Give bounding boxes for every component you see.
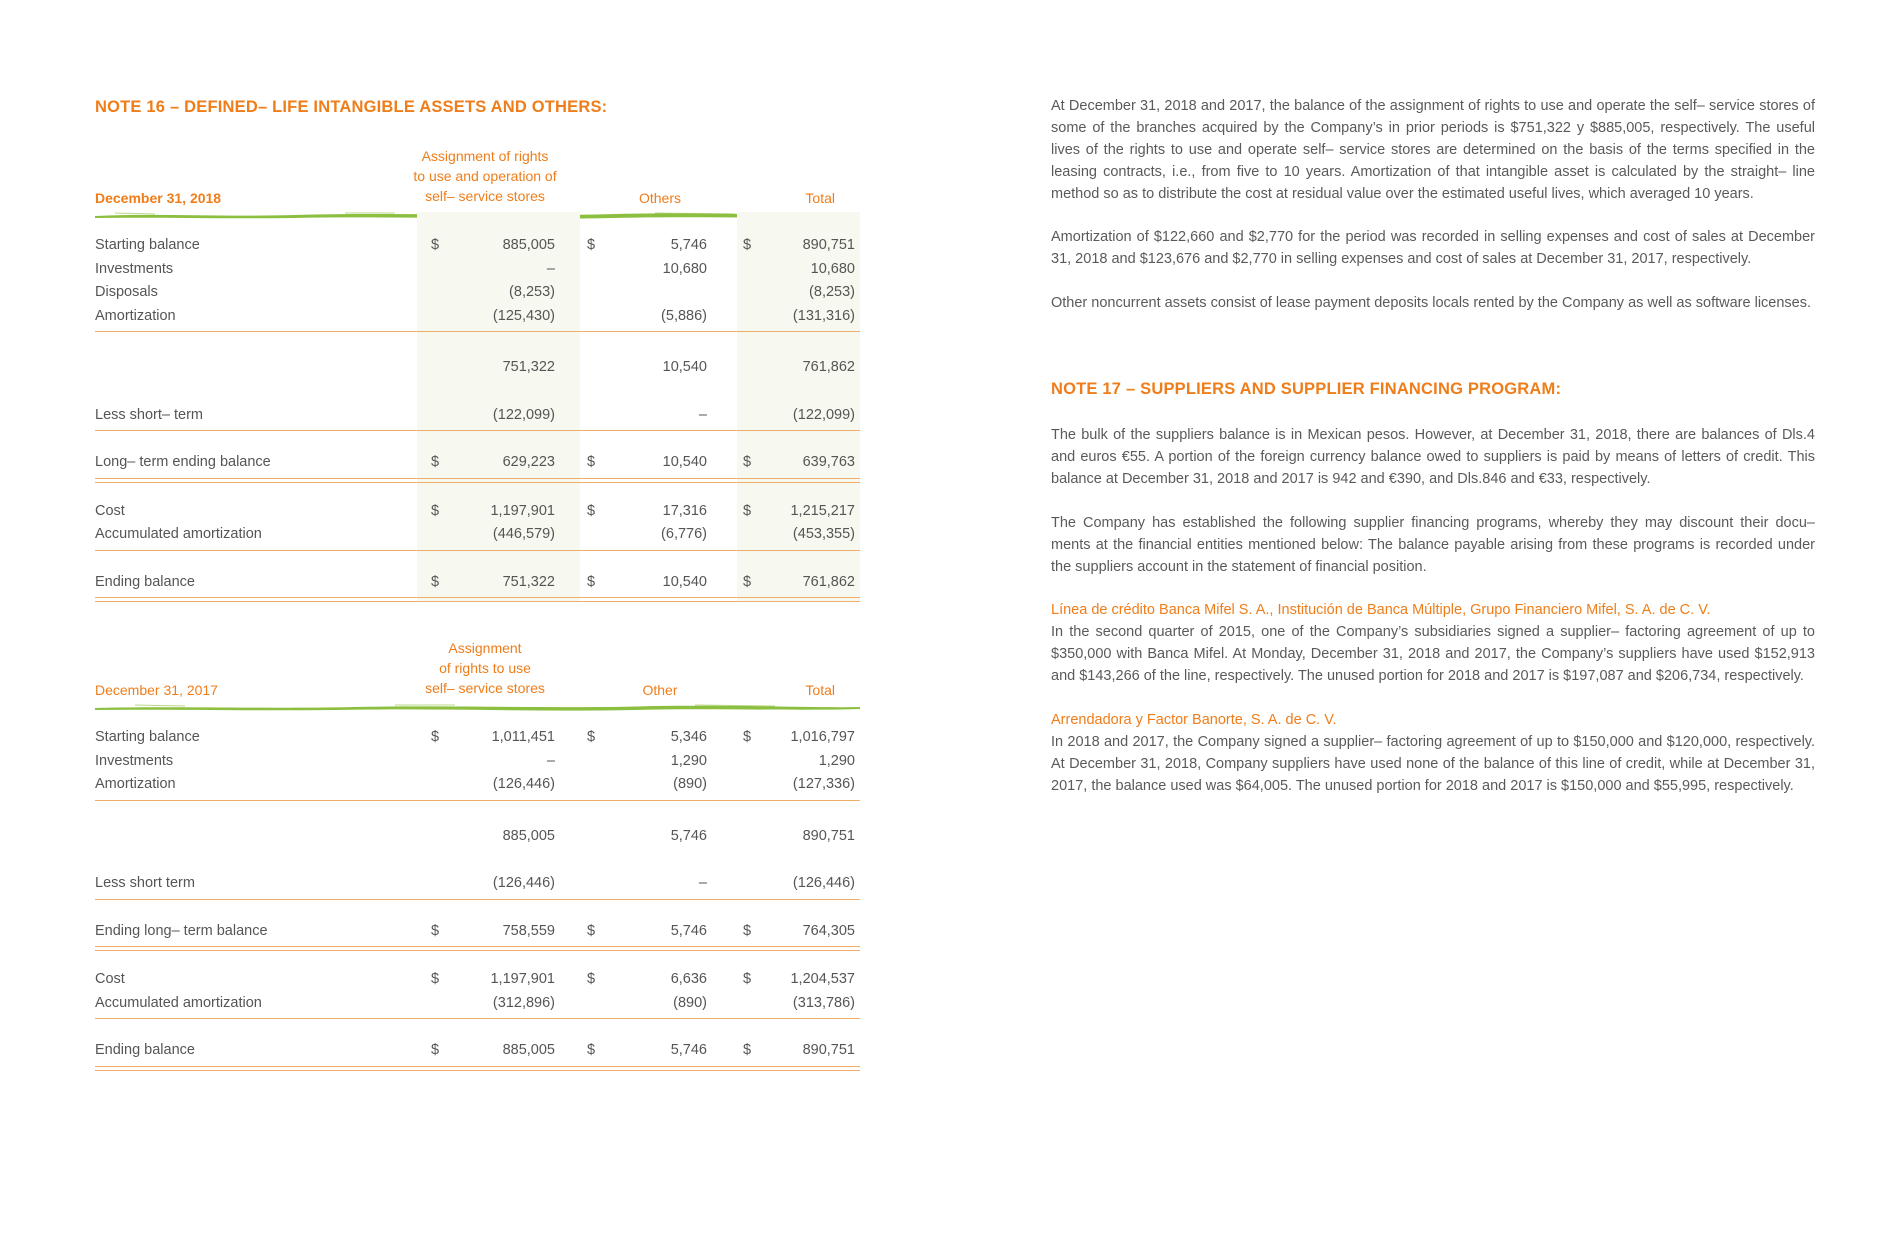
cell-other: – — [698, 875, 707, 891]
cell-assignment: (126,446) — [492, 776, 555, 792]
cell-assignment: 1,197,901 — [490, 971, 555, 987]
cell-total: 764,305 — [802, 922, 855, 939]
cell-others: 10,540 — [662, 359, 707, 375]
dollar-sign: $ — [587, 971, 596, 987]
row-label: Less short– term — [95, 406, 203, 423]
dollar-sign: $ — [743, 237, 752, 253]
cell-total: 639,763 — [802, 454, 855, 470]
cell-others: (5,886) — [661, 307, 707, 324]
dollar-sign: $ — [743, 502, 752, 519]
dollar-sign: $ — [431, 922, 440, 939]
row-label: Disposals — [95, 284, 158, 300]
cell-other: 5,346 — [670, 729, 707, 745]
dollar-sign: $ — [587, 729, 596, 745]
paragraph: The Company has established the following supplier financing programs, whereby they may discount their docu– ments at the financial entities mentioned below: The balance payable arising from these programs is recorded under the suppliers account in the statement of financial position. — [1051, 515, 1815, 575]
table-row — [95, 451, 860, 475]
cell-assignment: 758,559 — [502, 922, 555, 939]
table-row — [95, 825, 860, 849]
cell-others: 17,316 — [662, 502, 707, 519]
table-header — [95, 612, 860, 704]
subheading: Arrendadora y Factor Banorte, S. A. de C. V. — [1051, 712, 1337, 728]
cell-total: (8,253) — [809, 284, 855, 300]
divider-line — [95, 899, 860, 900]
cell-assignment: 1,011,451 — [491, 729, 555, 745]
column-header-line: of rights to use — [439, 660, 531, 676]
column-header-line: self– service stores — [425, 680, 545, 696]
table-row — [95, 523, 860, 547]
cell-assignment: – — [546, 260, 555, 277]
cell-assignment: 629,223 — [502, 454, 555, 470]
table-row — [95, 258, 860, 282]
dollar-sign: $ — [431, 237, 440, 253]
row-label: Investments — [95, 260, 174, 277]
dollar-sign: $ — [431, 729, 440, 745]
dollar-sign: $ — [587, 573, 596, 590]
row-label: Cost — [95, 971, 125, 987]
cell-other: 6,636 — [670, 971, 707, 987]
dollar-sign: $ — [431, 502, 440, 519]
table-row — [95, 872, 860, 896]
dollar-sign: $ — [587, 922, 596, 939]
table-row — [95, 920, 860, 944]
table-row — [95, 1039, 860, 1063]
divider-line — [95, 331, 860, 332]
paragraph: In the second quarter of 2015, one of the Company’s subsidiaries signed a supplier– factoring agreement of up to $350,000 with Banca Mifel. At Monday, December 31, 2018 and 2017, the Company’s suppliers have used $152,913 and $143,266 of the line, respectively. The unused portion for 2018 and 2017 is $197,087 and $206,734, respectively. — [1051, 624, 1815, 684]
row-label: Cost — [95, 502, 125, 519]
row-label: Less short term — [95, 875, 195, 891]
divider-line — [95, 800, 860, 801]
table-row — [95, 773, 860, 797]
column-header-line: Assignment — [448, 640, 522, 656]
cell-total: 1,215,217 — [790, 502, 855, 519]
row-label: Ending balance — [95, 573, 195, 590]
cell-total: (126,446) — [792, 875, 855, 891]
table-row — [95, 992, 860, 1016]
table-row — [95, 750, 860, 774]
cell-others: – — [698, 406, 707, 423]
column-header-line: self– service stores — [425, 188, 545, 204]
table-2018 — [95, 120, 860, 602]
divider-line — [95, 1018, 860, 1019]
cell-other: (890) — [673, 776, 707, 792]
dollar-sign: $ — [743, 573, 752, 590]
cell-total: (453,355) — [792, 526, 855, 542]
table-date: December 31, 2018 — [95, 190, 222, 206]
double-divider-line — [95, 1066, 860, 1071]
table-row — [95, 281, 860, 305]
row-label: Starting balance — [95, 729, 200, 745]
dollar-sign: $ — [431, 1042, 440, 1058]
row-label: Accumulated amortization — [95, 994, 262, 1011]
cell-assignment: – — [546, 752, 555, 769]
cell-assignment: 885,005 — [502, 827, 555, 844]
cell-total: 761,862 — [802, 359, 855, 375]
cell-total: 890,751 — [802, 827, 855, 844]
cell-assignment: 751,322 — [502, 573, 555, 590]
table-row — [95, 234, 860, 258]
divider-line — [95, 550, 860, 551]
paragraph: At December 31, 2018 and 2017, the balance of the assignment of rights to use and operate the self– service stores of some of the branches acquired by the Company’s in prior periods is $751,322 y $885,005, respectively. The useful lives of the rights to use and operate self– service stores are determined on the basis of the terms specified in the leasing contracts, i.e., from five to 10 years. Amortization of that intangible asset is calculated by the straight– line method so as to distribute the cost at residual value over the estimated useful lives, which averaged 10 years. — [1051, 98, 1815, 202]
table-body — [95, 212, 860, 602]
row-label: Amortization — [95, 776, 176, 792]
row-label: Ending long– term balance — [95, 922, 268, 939]
table-body — [95, 704, 860, 1071]
table-row — [95, 500, 860, 524]
cell-total: (313,786) — [792, 994, 855, 1011]
cell-assignment: (8,253) — [509, 284, 555, 300]
divider-line — [95, 430, 860, 431]
row-label: Accumulated amortization — [95, 526, 262, 542]
cell-total: 1,204,537 — [790, 971, 855, 987]
dollar-sign: $ — [431, 573, 440, 590]
cell-assignment: (126,446) — [492, 875, 555, 891]
paragraph: Amortization of $122,660 and $2,770 for the period was recorded in selling expenses and cost of sales at December 31, 2018 and $123,676 and $2,770 in selling expenses and cost of sales at December 31, 2017, respectively. — [1051, 229, 1815, 267]
table-2017 — [95, 612, 860, 1071]
cell-assignment: (446,579) — [492, 526, 555, 542]
cell-total: 10,680 — [810, 260, 855, 277]
dollar-sign: $ — [587, 502, 596, 519]
table-row — [95, 571, 860, 595]
paragraph: In 2018 and 2017, the Company signed a supplier– factoring agreement of up to $150,000 and $120,000, respectively. At December 31, 2018, Company suppliers have used none of the balance of this line of credit, while at December 31, 2017, the balance used was $64,005. The unused portion for 2018 and 2017 is $150,000 and $55,995, respectively. — [1051, 734, 1815, 794]
cell-assignment: 885,005 — [502, 237, 555, 253]
cell-others: 5,746 — [670, 237, 707, 253]
cell-total: 761,862 — [802, 573, 855, 590]
table-row — [95, 726, 860, 750]
cell-assignment: (125,430) — [492, 307, 555, 324]
note-16-title: NOTE 16 – DEFINED– LIFE INTANGIBLE ASSETS AND OTHERS: — [95, 98, 608, 116]
double-divider-line — [95, 597, 860, 602]
row-label: Investments — [95, 752, 174, 769]
dollar-sign: $ — [587, 454, 596, 470]
row-label: Long– term ending balance — [95, 454, 271, 470]
row-label: Starting balance — [95, 237, 200, 253]
cell-assignment: (122,099) — [492, 406, 555, 423]
dollar-sign: $ — [431, 971, 440, 987]
paragraph: The bulk of the suppliers balance is in Mexican pesos. However, at December 31, 2018, there are balances of Dls.4 and euros €55. A portion of the foreign currency balance owed to suppliers is paid by means of letters of credit. This balance at December 31, 2018 and 2017 is 942 and €390, and Dls.846 and €33, respectively. — [1051, 427, 1815, 487]
table-date: December 31, 2017 — [95, 682, 218, 698]
cell-other: 5,746 — [670, 922, 707, 939]
paragraph: Other noncurrent assets consist of lease payment deposits locals rented by the Company as well as software licenses. — [1051, 295, 1812, 311]
dollar-sign: $ — [743, 454, 752, 470]
column-header-assignment — [410, 146, 560, 206]
table-row — [95, 404, 860, 428]
double-divider-line — [95, 478, 860, 483]
dollar-sign: $ — [587, 237, 596, 253]
cell-total: 1,016,797 — [790, 729, 855, 745]
cell-others: 10,540 — [662, 454, 707, 470]
cell-other: 1,290 — [670, 752, 707, 769]
cell-others: 10,680 — [662, 260, 707, 277]
column-header-total: Total — [805, 190, 835, 206]
cell-total: (127,336) — [792, 776, 855, 792]
cell-others: 10,540 — [662, 573, 707, 590]
note-17-title: NOTE 17 – SUPPLIERS AND SUPPLIER FINANCING PROGRAM: — [1051, 380, 1562, 398]
cell-assignment: (312,896) — [492, 994, 555, 1011]
cell-other: (890) — [673, 994, 707, 1011]
row-label: Ending balance — [95, 1042, 195, 1058]
column-header-others: Others — [638, 190, 681, 206]
subheading: Línea de crédito Banca Mifel S. A., Institución de Banca Múltiple, Grupo Financiero Mifel, S. A. de C. V. — [1051, 602, 1711, 618]
dollar-sign: $ — [431, 454, 440, 470]
cell-other: 5,746 — [670, 1042, 707, 1058]
dollar-sign: $ — [743, 971, 752, 987]
row-label: Amortization — [95, 307, 176, 324]
column-header-other: Other — [642, 682, 678, 698]
double-divider-line — [95, 946, 860, 951]
cell-assignment: 1,197,901 — [490, 502, 555, 519]
dollar-sign: $ — [743, 1042, 752, 1058]
column-header-line: Assignment of rights — [421, 148, 549, 164]
cell-total: (131,316) — [792, 307, 855, 324]
cell-assignment: 885,005 — [502, 1042, 555, 1058]
table-row — [95, 968, 860, 992]
cell-total: 890,751 — [802, 1042, 855, 1058]
dollar-sign: $ — [743, 729, 752, 745]
cell-others: (6,776) — [661, 526, 707, 542]
dollar-sign: $ — [743, 922, 752, 939]
column-header-line: to use and operation of — [413, 168, 557, 184]
cell-total: (122,099) — [792, 406, 855, 423]
cell-other: 5,746 — [670, 827, 707, 844]
cell-assignment: 751,322 — [502, 359, 555, 375]
dollar-sign: $ — [587, 1042, 596, 1058]
table-header — [95, 120, 860, 212]
cell-total: 890,751 — [802, 237, 855, 253]
table-row — [95, 305, 860, 329]
table-row — [95, 356, 860, 380]
column-header-assignment — [410, 638, 560, 698]
cell-total: 1,290 — [818, 752, 855, 769]
column-header-total: Total — [805, 682, 835, 698]
